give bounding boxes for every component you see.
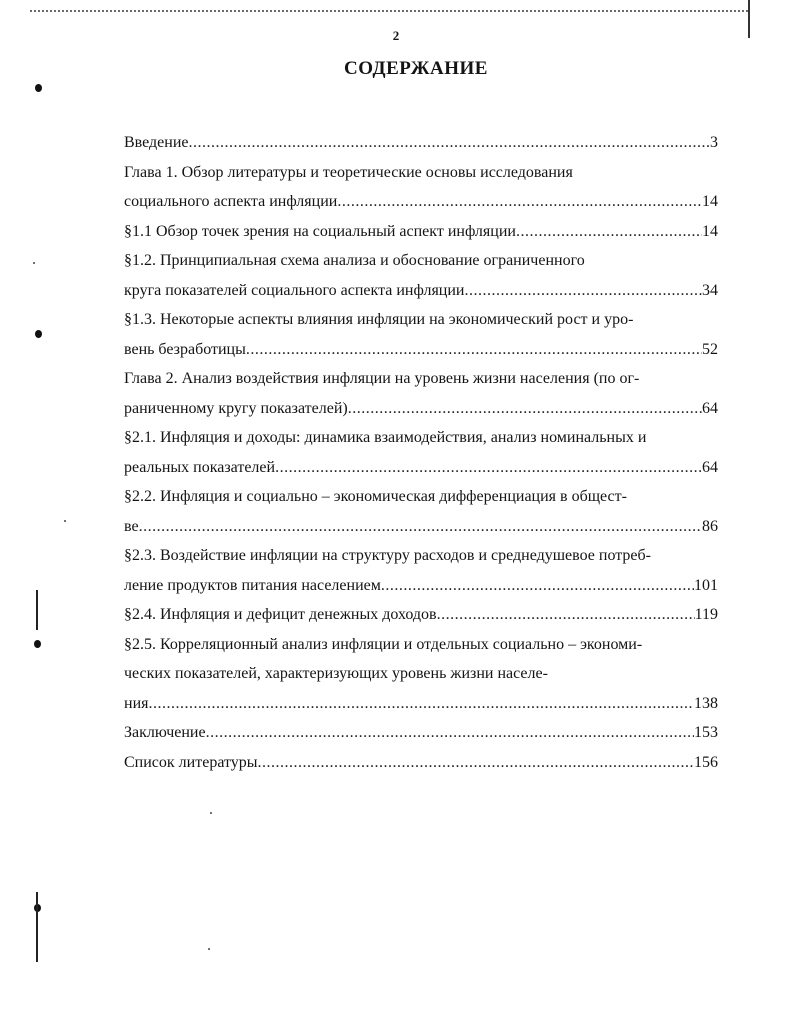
- toc-entry-title: Введение: [124, 134, 189, 151]
- dot-leader: [465, 276, 703, 306]
- table-of-contents: [124, 128, 718, 777]
- toc-entry-line: §2.3. Воздействие инфляции на структуру расходов и среднедушевое потреб-: [124, 547, 651, 564]
- dot-leader: [516, 217, 702, 247]
- toc-entry-title: ление продуктов питания населением: [124, 576, 381, 594]
- toc-page-number: 101: [694, 576, 718, 594]
- margin-mark: [36, 892, 38, 962]
- dot-leader: [246, 335, 702, 365]
- toc-entry: [124, 187, 718, 217]
- dot-leader: [189, 128, 711, 158]
- toc-entry-line: §2.5. Корреляционный анализ инфляции и отдельных социально – экономи-: [124, 635, 643, 653]
- toc-entry-line: §2.2. Инфляция и социально – экономическая дифференциация в общест-: [124, 488, 627, 505]
- dot-leader: [337, 187, 702, 217]
- toc-page-number: 3: [710, 134, 718, 151]
- toc-entry: [124, 600, 718, 630]
- toc-entry: [124, 453, 718, 483]
- toc-entry: [124, 335, 718, 365]
- scan-speck: [64, 520, 66, 522]
- toc-page-number: 14: [702, 222, 718, 240]
- toc-page-number: 156: [694, 753, 718, 771]
- toc-entry: [124, 512, 718, 542]
- toc-entry: [124, 217, 718, 247]
- dot-leader: [275, 453, 702, 483]
- dot-leader: [437, 600, 695, 630]
- dot-leader: [139, 512, 702, 542]
- toc-entry-title: ве: [124, 517, 139, 535]
- toc-page-number: 86: [702, 517, 718, 535]
- scan-speck: [210, 812, 212, 814]
- margin-mark: [34, 640, 41, 648]
- toc-page-number: 153: [694, 724, 718, 741]
- dot-leader: [206, 718, 694, 748]
- toc-entry-line: Глава 2. Анализ воздействия инфляции на уровень жизни населения (по ог-: [124, 370, 640, 387]
- toc-page-number: 64: [702, 399, 718, 417]
- toc-entry-title: ния: [124, 694, 149, 712]
- toc-page-number: 14: [702, 193, 718, 210]
- scan-top-rule: [30, 10, 748, 12]
- margin-mark: [35, 330, 42, 338]
- toc-entry-title: Список литературы: [124, 753, 258, 771]
- toc-entry-title: круга показателей социального аспекта инфляции: [124, 281, 465, 299]
- toc-page-number: 64: [702, 458, 718, 476]
- dot-leader: [381, 571, 694, 601]
- toc-page-number: 52: [702, 340, 718, 358]
- page-number: 2: [392, 28, 400, 43]
- toc-page-number: 138: [694, 694, 718, 712]
- toc-entry-title: §2.4. Инфляция и дефицит денежных доходов: [124, 606, 437, 623]
- toc-entry: [124, 718, 718, 748]
- toc-entry: [124, 689, 718, 719]
- dot-leader: [148, 689, 694, 719]
- toc-entry-title: реальных показателей: [124, 458, 276, 476]
- margin-mark: [36, 590, 38, 630]
- toc-entry-title: вень безработицы: [124, 340, 246, 358]
- toc-entry: [124, 394, 718, 424]
- toc-page-number: 34: [702, 281, 718, 299]
- toc-entry-line: ческих показателей, характеризующих уровень жизни населе-: [124, 665, 548, 682]
- toc-entry: [124, 571, 718, 601]
- toc-entry-title: Заключение: [124, 724, 206, 741]
- toc-entry: [124, 748, 718, 778]
- toc-entry: [124, 276, 718, 306]
- toc-entry-line: §1.2. Принципиальная схема анализа и обоснование ограниченного: [124, 252, 585, 269]
- toc-entry-line: Глава 1. Обзор литературы и теоретические основы исследования: [124, 163, 573, 181]
- scan-speck: [33, 262, 35, 264]
- toc-entry: [124, 128, 718, 158]
- toc-entry-title: раниченному кругу показателей): [124, 399, 348, 417]
- toc-page-number: 119: [694, 606, 718, 623]
- toc-entry-line: §1.3. Некоторые аспекты влияния инфляции на экономический рост и уро-: [124, 311, 634, 328]
- toc-entry-line: §2.1. Инфляция и доходы: динамика взаимодействия, анализ номинальных и: [124, 429, 647, 446]
- toc-entry-title: §1.1 Обзор точек зрения на социальный аспект инфляции: [124, 222, 516, 240]
- dot-leader: [348, 394, 702, 424]
- scan-speck: [208, 948, 210, 950]
- margin-mark: [35, 84, 42, 92]
- dot-leader: [258, 748, 694, 778]
- page-title: СОДЕРЖАНИЕ: [344, 58, 488, 79]
- toc-entry-title: социального аспекта инфляции: [124, 193, 338, 210]
